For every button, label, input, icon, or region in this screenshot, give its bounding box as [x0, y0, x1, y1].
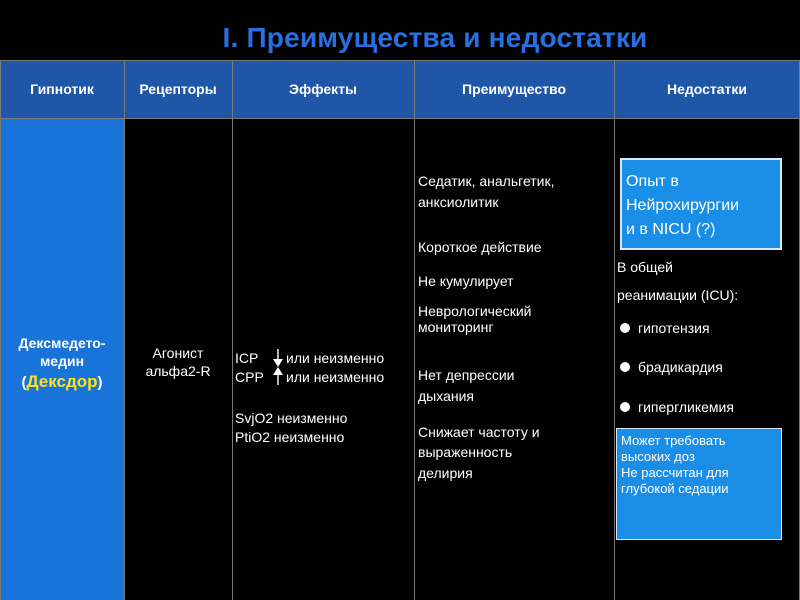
drug-brand-name: Дексдор: [26, 372, 98, 391]
slide-title: I. Преимущества и недостатки: [222, 22, 648, 53]
advantage-no-resp-depression-1: Нет депрессии: [418, 367, 515, 383]
header-receptors: Рецепторы: [139, 81, 217, 97]
icu-label-2: реанимации (ICU):: [617, 287, 739, 303]
effect-icp-text: или неизменно: [286, 350, 385, 366]
col-divider-4: [614, 60, 615, 600]
advantage-sedative: Седатик, анальгетик,: [418, 173, 555, 189]
table-header-divider: [0, 118, 800, 119]
header-disadvantages: Недостатки: [666, 81, 748, 97]
effect-icp-label: ICP: [235, 350, 259, 366]
arrow-up-icon: [272, 367, 284, 390]
table-border-top: [0, 60, 800, 61]
bullet-icon: [620, 402, 630, 412]
list-item: гипотензия: [620, 319, 710, 337]
drug-name: Дексмедето- медин (Дексдор): [18, 335, 106, 391]
advantage-short-action: Короткое действие: [418, 239, 542, 255]
advantage-neuro-monitoring-2: мониторинг: [418, 319, 494, 335]
effect-svjo2: SvjO2 неизменно: [235, 410, 348, 426]
header-advantages: Преимущество: [462, 81, 566, 97]
list-item: брадикардия: [620, 358, 723, 376]
effect-cpp-text: или неизменно: [286, 369, 385, 385]
header-hypnotic: Гипнотик: [30, 81, 94, 97]
advantage-no-accumulation: Не кумулирует: [418, 273, 514, 289]
col-divider-3: [414, 60, 415, 600]
col-divider-0: [0, 60, 1, 600]
effect-ptio2: PtiO2 неизменно: [235, 429, 345, 445]
bullet-icon: [620, 362, 630, 372]
advantage-delirium-1: Снижает частоту и: [418, 424, 540, 440]
dose-box: Может требовать высоких доз Не рассчитан для глубокой седации: [616, 428, 782, 540]
receptor-text: Агонист альфа2-R: [145, 345, 211, 379]
advantage-delirium-3: делирия: [418, 465, 473, 481]
advantage-anxiolytic: анксиолитик: [418, 194, 499, 210]
experience-box: Опыт в Нейрохирургии и в NICU (?): [620, 158, 782, 250]
list-item: гипергликемия: [620, 398, 734, 416]
bullet-icon: [620, 323, 630, 333]
advantage-no-resp-depression-2: дыхания: [418, 388, 474, 404]
header-effects: Эффекты: [289, 81, 357, 97]
effect-cpp-label: CPP: [235, 369, 264, 385]
col-divider-2: [232, 60, 233, 600]
table-header: [0, 60, 800, 118]
advantage-delirium-2: выраженность: [418, 444, 513, 460]
icu-label-1: В общей: [617, 259, 673, 275]
advantage-neuro-monitoring-1: Неврологический: [418, 303, 532, 319]
col-divider-1: [124, 60, 125, 600]
